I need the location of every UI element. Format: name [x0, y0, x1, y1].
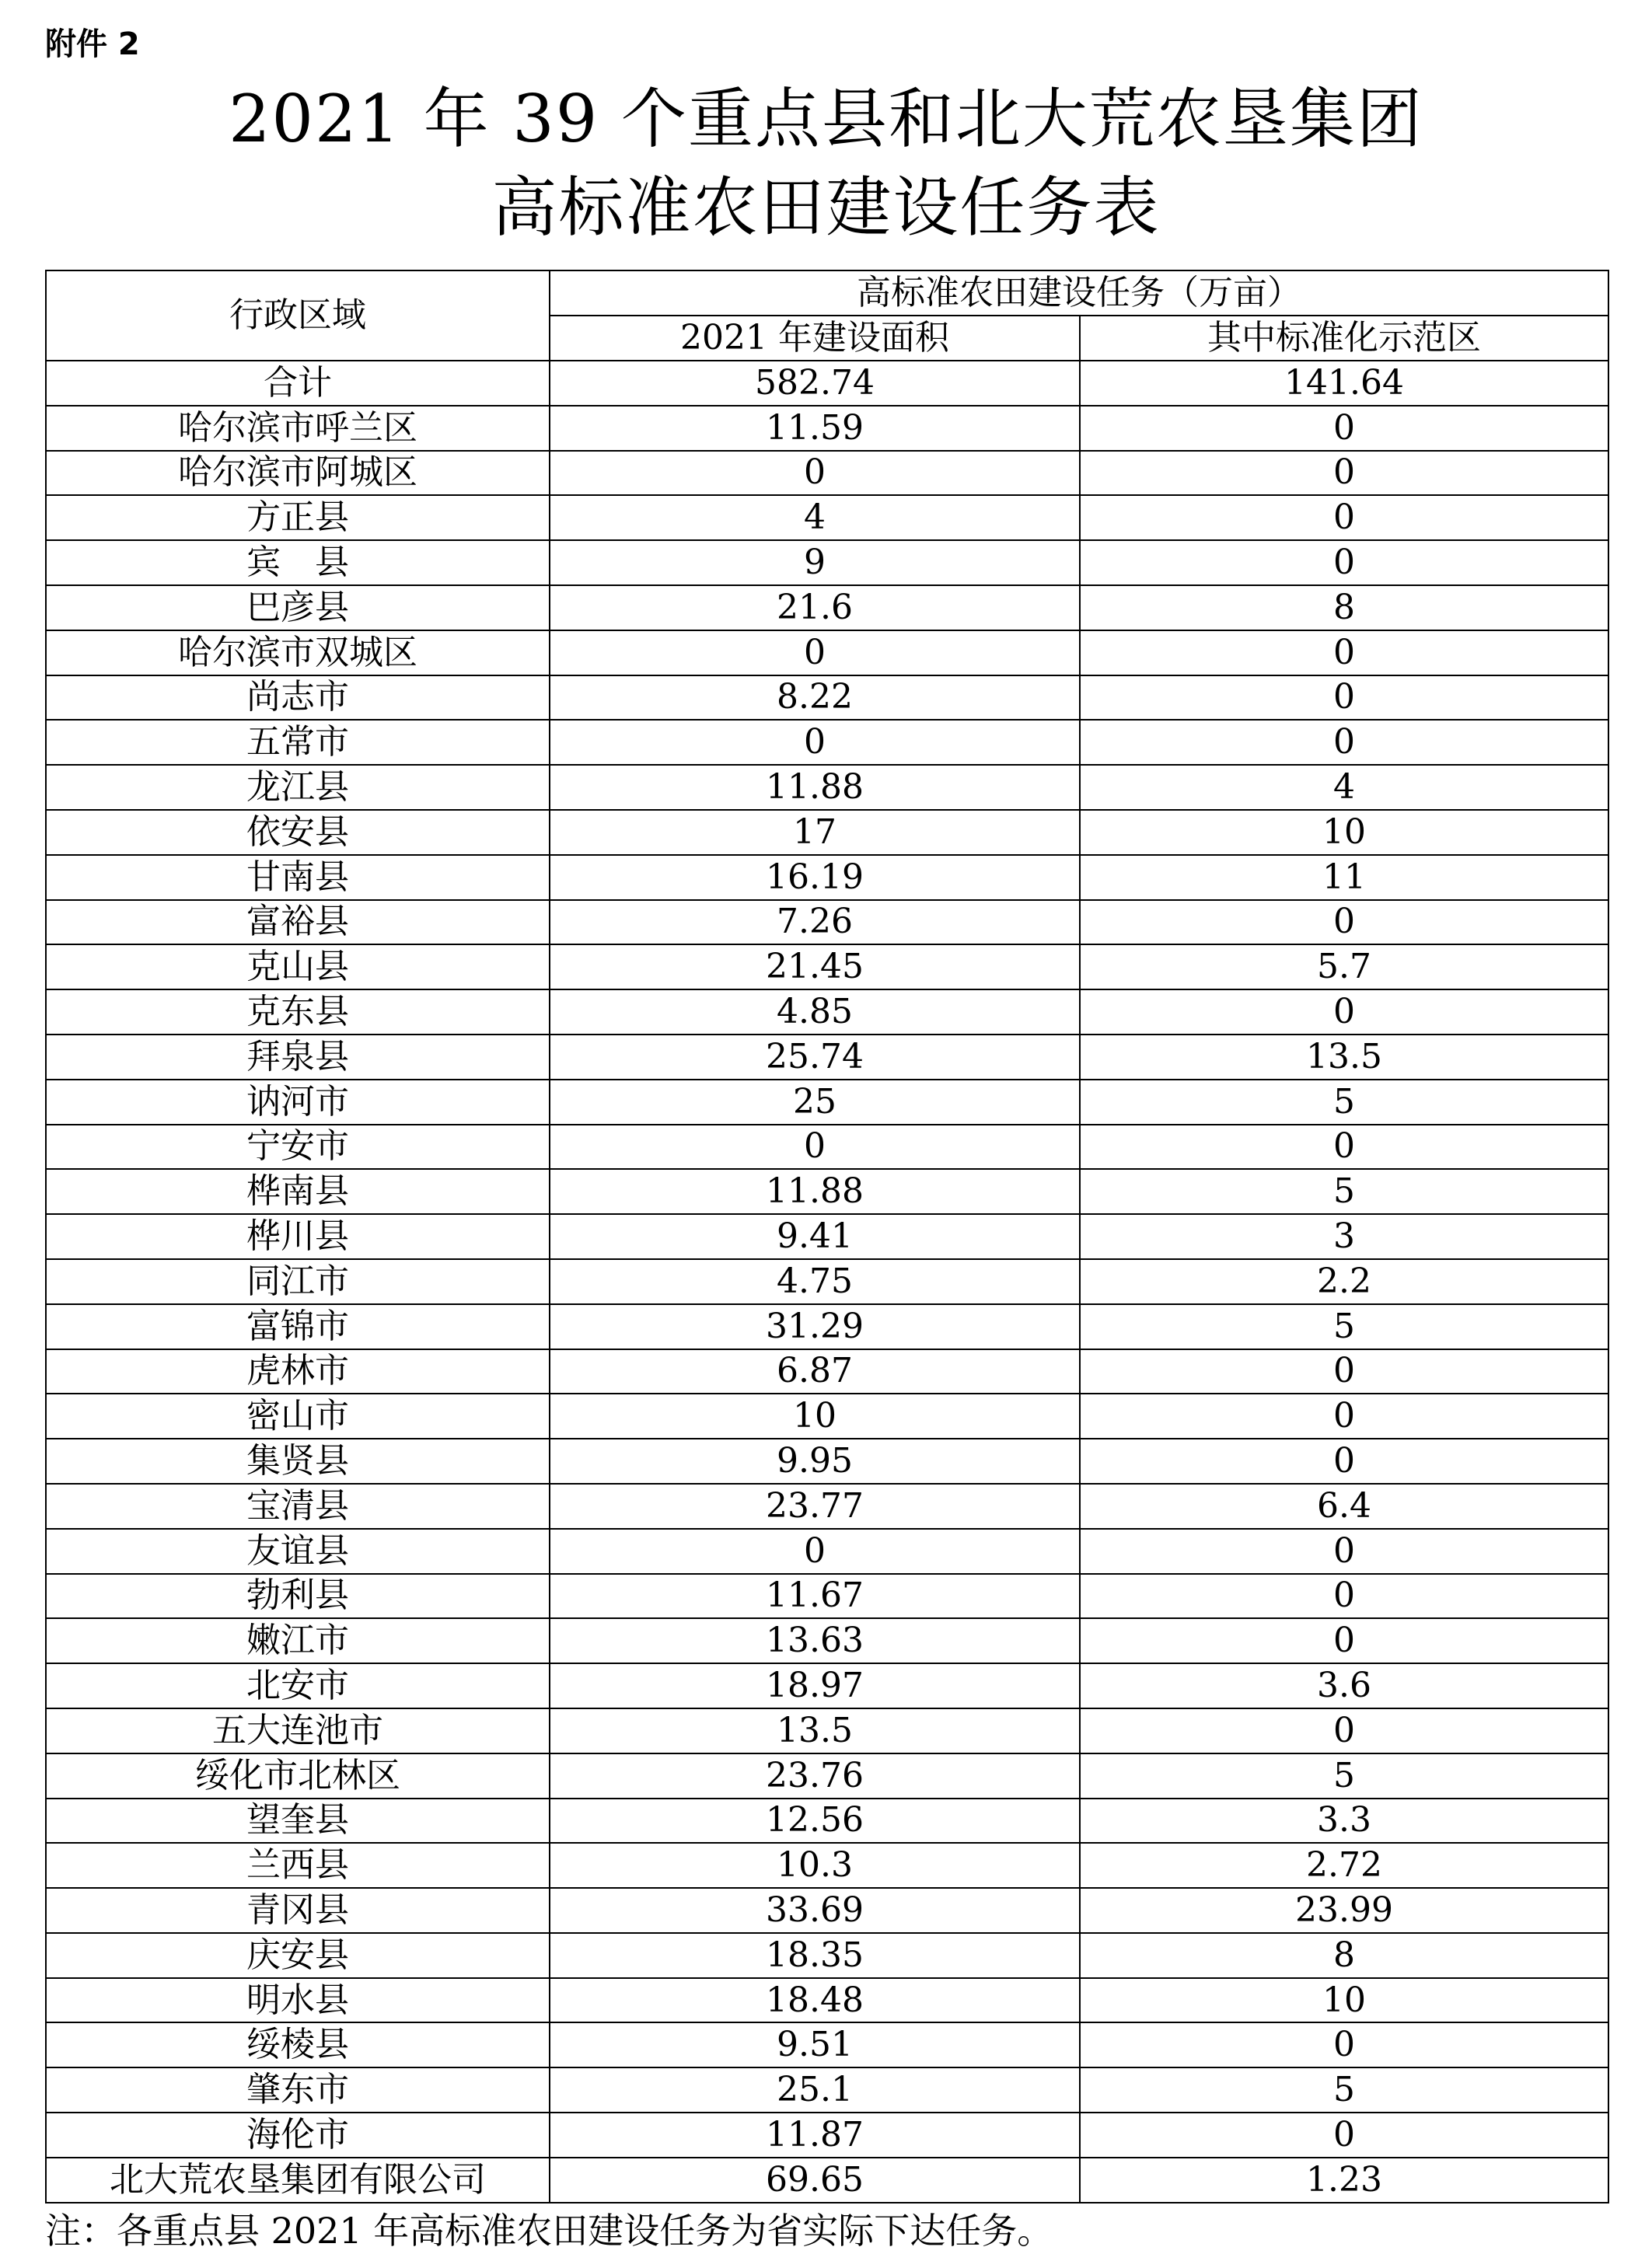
region-cell: 绥棱县: [46, 2022, 550, 2067]
area-cell: 69.65: [550, 2158, 1080, 2203]
header-area-2021: 2021 年建设面积: [550, 316, 1080, 361]
table-row: [46, 495, 1608, 540]
region-cell: 哈尔滨市阿城区: [46, 451, 550, 496]
table-row: [46, 2113, 1608, 2158]
table-row: [46, 2022, 1608, 2067]
area-cell: 11.88: [550, 765, 1080, 810]
demo-zone-cell: 4: [1080, 765, 1608, 810]
region-cell: 讷河市: [46, 1080, 550, 1125]
area-cell: 31.29: [550, 1304, 1080, 1349]
table-row: [46, 900, 1608, 945]
region-cell: 兰西县: [46, 1843, 550, 1888]
region-cell: 宁安市: [46, 1125, 550, 1170]
attachment-label: 附件 2: [45, 26, 140, 62]
region-cell: 方正县: [46, 495, 550, 540]
demo-zone-cell: 5: [1080, 2067, 1608, 2113]
area-cell: 4.75: [550, 1259, 1080, 1304]
area-cell: 582.74: [550, 361, 1080, 406]
table-row: [46, 675, 1608, 721]
table-row: [46, 855, 1608, 900]
table-row: [46, 2067, 1608, 2113]
area-cell: 4: [550, 495, 1080, 540]
region-cell: 巴彦县: [46, 585, 550, 630]
table-row: [46, 1978, 1608, 2023]
table-row: [46, 1753, 1608, 1799]
demo-zone-cell: 13.5: [1080, 1035, 1608, 1080]
region-cell: 北大荒农垦集团有限公司: [46, 2158, 550, 2203]
table-row: [46, 1349, 1608, 1394]
table-row: [46, 765, 1608, 810]
area-cell: 0: [550, 630, 1080, 675]
document-title-line-2: 高标准农田建设任务表: [491, 169, 1161, 246]
area-cell: 18.48: [550, 1978, 1080, 2023]
table-row: [46, 1484, 1608, 1529]
demo-zone-cell: 8: [1080, 1933, 1608, 1978]
table-row: [46, 1035, 1608, 1080]
region-cell: 尚志市: [46, 675, 550, 721]
region-cell: 同江市: [46, 1259, 550, 1304]
demo-zone-cell: 0: [1080, 540, 1608, 585]
area-cell: 0: [550, 1125, 1080, 1170]
table-row: [46, 1394, 1608, 1439]
table-row: [46, 1259, 1608, 1304]
region-cell: 富锦市: [46, 1304, 550, 1349]
region-cell: 甘南县: [46, 855, 550, 900]
region-cell: 桦川县: [46, 1214, 550, 1259]
demo-zone-cell: 0: [1080, 900, 1608, 945]
demo-zone-cell: 8: [1080, 585, 1608, 630]
table-row: [46, 540, 1608, 585]
area-cell: 18.35: [550, 1933, 1080, 1978]
area-cell: 25.74: [550, 1035, 1080, 1080]
area-cell: 11.88: [550, 1169, 1080, 1214]
area-cell: 21.45: [550, 944, 1080, 989]
demo-zone-cell: 1.23: [1080, 2158, 1608, 2203]
region-cell: 友谊县: [46, 1529, 550, 1574]
demo-zone-cell: 0: [1080, 451, 1608, 496]
table-row: [46, 1439, 1608, 1484]
table-row: [46, 944, 1608, 989]
area-cell: 25: [550, 1080, 1080, 1125]
demo-zone-cell: 0: [1080, 1125, 1608, 1170]
table-row: [46, 1304, 1608, 1349]
demo-zone-cell: 5: [1080, 1080, 1608, 1125]
table-row: [46, 1663, 1608, 1708]
demo-zone-cell: 2.72: [1080, 1843, 1608, 1888]
demo-zone-cell: 0: [1080, 495, 1608, 540]
demo-zone-cell: 2.2: [1080, 1259, 1608, 1304]
area-cell: 11.67: [550, 1574, 1080, 1619]
total-row: [46, 361, 1608, 406]
table-body: [46, 361, 1608, 2203]
region-cell: 哈尔滨市呼兰区: [46, 406, 550, 451]
region-cell: 拜泉县: [46, 1035, 550, 1080]
demo-zone-cell: 6.4: [1080, 1484, 1608, 1529]
region-cell: 合计: [46, 361, 550, 406]
region-cell: 虎林市: [46, 1349, 550, 1394]
demo-zone-cell: 0: [1080, 1618, 1608, 1663]
footnote: 注：各重点县 2021 年高标准农田建设任务为省实际下达任务。: [45, 2210, 1053, 2252]
table-header-row: [46, 270, 1608, 316]
table-row: [46, 1214, 1608, 1259]
region-cell: 桦南县: [46, 1169, 550, 1214]
region-cell: 密山市: [46, 1394, 550, 1439]
area-cell: 7.26: [550, 900, 1080, 945]
region-cell: 依安县: [46, 810, 550, 855]
table-row: [46, 1574, 1608, 1619]
table-row: [46, 585, 1608, 630]
demo-zone-cell: 0: [1080, 1708, 1608, 1753]
table-row: [46, 1933, 1608, 1978]
area-cell: 13.63: [550, 1618, 1080, 1663]
area-cell: 0: [550, 1529, 1080, 1574]
area-cell: 33.69: [550, 1888, 1080, 1933]
region-cell: 庆安县: [46, 1933, 550, 1978]
area-cell: 0: [550, 451, 1080, 496]
region-cell: 勃利县: [46, 1574, 550, 1619]
area-cell: 16.19: [550, 855, 1080, 900]
demo-zone-cell: 0: [1080, 406, 1608, 451]
demo-zone-cell: 0: [1080, 630, 1608, 675]
table-row: [46, 1169, 1608, 1214]
table-row: [46, 1843, 1608, 1888]
demo-zone-cell: 11: [1080, 855, 1608, 900]
header-region: 行政区域: [46, 270, 550, 361]
region-cell: 嫩江市: [46, 1618, 550, 1663]
table-row: [46, 406, 1608, 451]
table-row: [46, 1125, 1608, 1170]
area-cell: 0: [550, 720, 1080, 765]
table-row: [46, 989, 1608, 1035]
area-cell: 17: [550, 810, 1080, 855]
area-cell: 9.41: [550, 1214, 1080, 1259]
area-cell: 6.87: [550, 1349, 1080, 1394]
demo-zone-cell: 0: [1080, 1574, 1608, 1619]
area-cell: 11.87: [550, 2113, 1080, 2158]
region-cell: 海伦市: [46, 2113, 550, 2158]
area-cell: 9.95: [550, 1439, 1080, 1484]
task-table: [45, 270, 1609, 2203]
area-cell: 25.1: [550, 2067, 1080, 2113]
region-cell: 绥化市北林区: [46, 1753, 550, 1799]
table-row: [46, 1618, 1608, 1663]
header-task-group: 高标准农田建设任务（万亩）: [550, 270, 1608, 316]
area-cell: 21.6: [550, 585, 1080, 630]
table-row: [46, 1888, 1608, 1933]
region-cell: 龙江县: [46, 765, 550, 810]
demo-zone-cell: 3.3: [1080, 1799, 1608, 1844]
header-demo-zone: 其中标准化示范区: [1080, 316, 1608, 361]
region-cell: 宝清县: [46, 1484, 550, 1529]
area-cell: 12.56: [550, 1799, 1080, 1844]
region-cell: 肇东市: [46, 2067, 550, 2113]
region-cell: 集贤县: [46, 1439, 550, 1484]
area-cell: 10.3: [550, 1843, 1080, 1888]
demo-zone-cell: 141.64: [1080, 361, 1608, 406]
region-cell: 克山县: [46, 944, 550, 989]
demo-zone-cell: 0: [1080, 1394, 1608, 1439]
demo-zone-cell: 10: [1080, 810, 1608, 855]
region-cell: 五常市: [46, 720, 550, 765]
area-cell: 8.22: [550, 675, 1080, 721]
region-cell: 望奎县: [46, 1799, 550, 1844]
area-cell: 9: [550, 540, 1080, 585]
area-cell: 18.97: [550, 1663, 1080, 1708]
demo-zone-cell: 0: [1080, 675, 1608, 721]
demo-zone-cell: 0: [1080, 2113, 1608, 2158]
document-title-line-1: 2021 年 39 个重点县和北大荒农垦集团: [229, 81, 1423, 157]
area-cell: 10: [550, 1394, 1080, 1439]
region-cell: 明水县: [46, 1978, 550, 2023]
area-cell: 11.59: [550, 406, 1080, 451]
area-cell: 4.85: [550, 989, 1080, 1035]
demo-zone-cell: 5: [1080, 1304, 1608, 1349]
demo-zone-cell: 0: [1080, 1349, 1608, 1394]
table-row: [46, 1708, 1608, 1753]
table-row: [46, 2158, 1608, 2203]
table-row: [46, 1080, 1608, 1125]
region-cell: 北安市: [46, 1663, 550, 1708]
demo-zone-cell: 0: [1080, 989, 1608, 1035]
demo-zone-cell: 10: [1080, 1978, 1608, 2023]
region-cell: 宾 县: [46, 540, 550, 585]
region-cell: 哈尔滨市双城区: [46, 630, 550, 675]
table-row: [46, 1529, 1608, 1574]
region-cell: 青冈县: [46, 1888, 550, 1933]
area-cell: 23.77: [550, 1484, 1080, 1529]
area-cell: 9.51: [550, 2022, 1080, 2067]
region-cell: 富裕县: [46, 900, 550, 945]
region-cell: 五大连池市: [46, 1708, 550, 1753]
demo-zone-cell: 0: [1080, 1439, 1608, 1484]
table-row: [46, 720, 1608, 765]
demo-zone-cell: 5.7: [1080, 944, 1608, 989]
demo-zone-cell: 0: [1080, 720, 1608, 765]
demo-zone-cell: 5: [1080, 1169, 1608, 1214]
area-cell: 23.76: [550, 1753, 1080, 1799]
demo-zone-cell: 3.6: [1080, 1663, 1608, 1708]
demo-zone-cell: 5: [1080, 1753, 1608, 1799]
table-row: [46, 1799, 1608, 1844]
region-cell: 克东县: [46, 989, 550, 1035]
demo-zone-cell: 0: [1080, 2022, 1608, 2067]
area-cell: 13.5: [550, 1708, 1080, 1753]
demo-zone-cell: 23.99: [1080, 1888, 1608, 1933]
table-row: [46, 451, 1608, 496]
table-row: [46, 630, 1608, 675]
table-row: [46, 810, 1608, 855]
demo-zone-cell: 0: [1080, 1529, 1608, 1574]
demo-zone-cell: 3: [1080, 1214, 1608, 1259]
